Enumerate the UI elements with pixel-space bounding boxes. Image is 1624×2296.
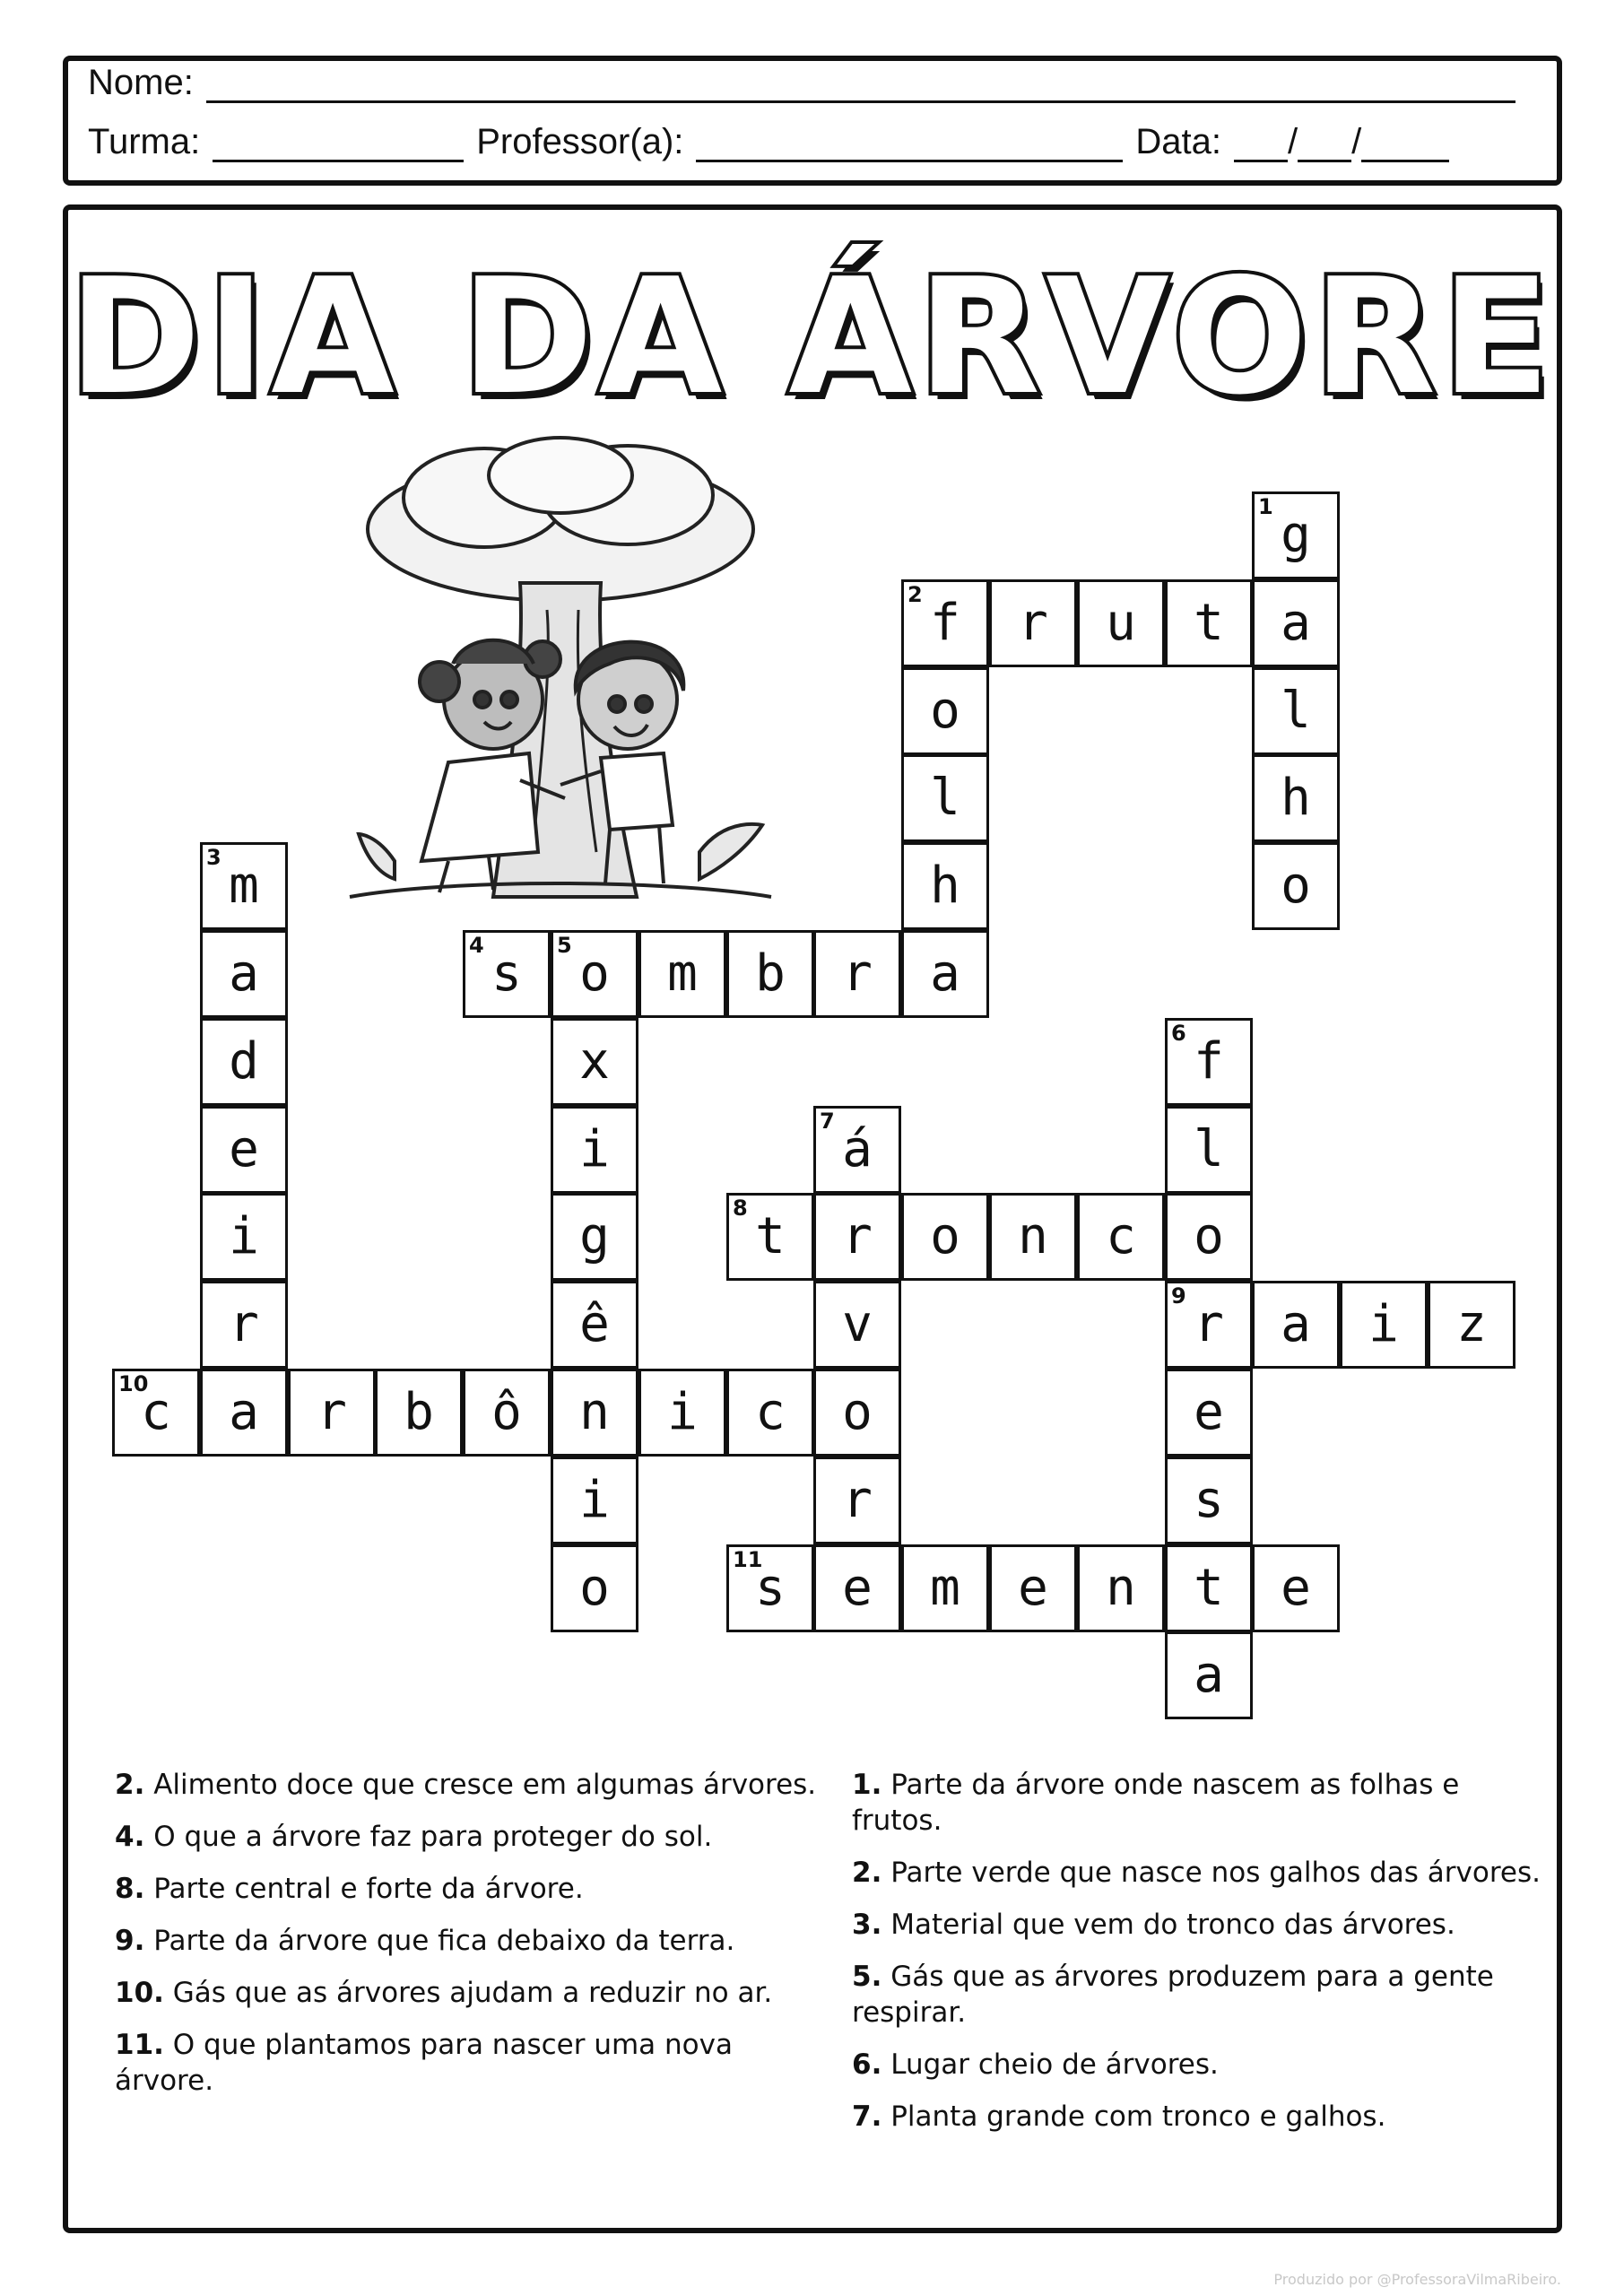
crossword-cell[interactable] (200, 1018, 288, 1106)
cell-letter: a (229, 1383, 259, 1441)
cell-letter: m (667, 944, 698, 1003)
cell-letter: r (229, 1295, 259, 1353)
crossword-cell[interactable] (551, 1106, 638, 1194)
cell-letter: r (842, 1207, 873, 1265)
crossword-cell[interactable] (813, 1369, 901, 1457)
crossword-cell[interactable] (288, 1369, 376, 1457)
cell-letter: e (842, 1559, 873, 1617)
crossword-cell[interactable] (1165, 1281, 1253, 1369)
crossword-cell[interactable] (1165, 1193, 1253, 1281)
cell-letter: r (842, 1471, 873, 1529)
crossword-cell[interactable] (813, 1544, 901, 1632)
cell-letter: ê (579, 1295, 610, 1353)
clue-item: 9. Parte da árvore que fica debaixo da terra. (115, 1925, 735, 1957)
date-separator: / (1287, 122, 1298, 161)
clue-number: 5 (557, 933, 572, 958)
clue-number: 11 (733, 1547, 763, 1572)
cell-letter: i (667, 1383, 698, 1441)
cell-letter: s (1194, 1471, 1224, 1529)
cell-letter: o (930, 682, 960, 740)
cell-letter: b (404, 1383, 434, 1441)
crossword-cell[interactable] (1165, 1457, 1253, 1544)
crossword-cell[interactable] (901, 1193, 989, 1281)
across-clues (115, 1767, 823, 2115)
crossword-cell[interactable] (989, 1193, 1077, 1281)
cell-letter: a (930, 944, 960, 1003)
clue-item: 11. O que plantamos para nascer uma nova árvore. (115, 2029, 733, 2097)
clue-item: 1. Parte da árvore onde nascem as folhas e frutos. (852, 1769, 1460, 1837)
clue-number: 8 (733, 1196, 748, 1221)
tree-children-illustration (341, 430, 780, 906)
cell-letter: e (1194, 1383, 1224, 1441)
cell-letter: g (579, 1207, 610, 1265)
clue-item: 6. Lugar cheio de árvores. (852, 2048, 1219, 2081)
nome-field[interactable] (206, 68, 1515, 103)
crossword-cell[interactable] (813, 1457, 901, 1544)
crossword-cell[interactable] (726, 930, 814, 1018)
crossword-cell[interactable] (638, 1369, 726, 1457)
crossword-cell[interactable] (551, 1369, 638, 1457)
crossword-cell[interactable] (463, 930, 551, 1018)
clue-number: 1 (1258, 494, 1273, 519)
crossword-cell[interactable] (1252, 842, 1340, 930)
crossword-cell[interactable] (901, 667, 989, 755)
crossword-cell[interactable] (638, 930, 726, 1018)
cell-letter: á (842, 1120, 873, 1178)
cell-letter: c (755, 1383, 786, 1441)
cell-letter: r (317, 1383, 347, 1441)
cell-letter: o (1281, 857, 1311, 915)
turma-line (88, 122, 1449, 162)
crossword-cell[interactable] (1165, 579, 1253, 667)
cell-letter: v (842, 1295, 873, 1353)
cell-letter: e (229, 1120, 259, 1178)
cell-letter: h (930, 857, 960, 915)
page-title: DIA DA ÁRVORE (68, 244, 1556, 430)
clue-number: 4 (469, 933, 484, 958)
cell-letter: i (579, 1471, 610, 1529)
cell-letter: o (579, 944, 610, 1003)
down-clues (852, 1767, 1542, 2151)
cell-letter: e (1281, 1559, 1311, 1617)
cell-letter: t (755, 1207, 786, 1265)
cell-letter: z (1456, 1295, 1487, 1353)
crossword-cell[interactable] (1252, 1281, 1340, 1369)
crossword-cell[interactable] (901, 754, 989, 842)
cell-letter: ô (491, 1383, 522, 1441)
crossword-cell[interactable] (1077, 579, 1165, 667)
crossword-cell[interactable] (551, 1193, 638, 1281)
professor-label: Professor(a): (476, 122, 684, 161)
crossword-cell[interactable] (200, 930, 288, 1018)
crossword-cell[interactable] (551, 1281, 638, 1369)
crossword-cell[interactable] (726, 1369, 814, 1457)
cell-letter: a (1194, 1646, 1224, 1704)
crossword-cell[interactable] (1252, 1544, 1340, 1632)
crossword-cell[interactable] (463, 1369, 551, 1457)
clue-item: 2. Parte verde que nasce nos galhos das árvores. (852, 1857, 1541, 1889)
cell-letter: i (579, 1120, 610, 1178)
cell-letter: s (755, 1559, 786, 1617)
clue-item: 2. Alimento doce que cresce em algumas árvores. (115, 1769, 817, 1801)
clue-item: 5. Gás que as árvores produzem para a gente respirar. (852, 1961, 1494, 2029)
crossword-cell[interactable] (1252, 754, 1340, 842)
crossword-cell[interactable] (551, 1457, 638, 1544)
date-separator: / (1351, 122, 1362, 161)
cell-letter: a (1281, 594, 1311, 652)
clue-number: 10 (118, 1371, 149, 1396)
cell-letter: i (229, 1207, 259, 1265)
date-month-field[interactable] (1298, 127, 1351, 162)
cell-letter: n (579, 1383, 610, 1441)
professor-field[interactable] (696, 127, 1123, 162)
cell-letter: i (1368, 1295, 1399, 1353)
crossword-cell[interactable] (1165, 1544, 1253, 1632)
cell-letter: f (930, 594, 960, 652)
crossword-cell[interactable] (813, 930, 901, 1018)
cell-letter: l (1194, 1120, 1224, 1178)
cell-letter: m (229, 857, 259, 915)
crossword-cell[interactable] (1428, 1281, 1515, 1369)
crossword-cell[interactable] (200, 1369, 288, 1457)
cell-letter: o (930, 1207, 960, 1265)
clue-item: 8. Parte central e forte da árvore. (115, 1873, 584, 1905)
cell-letter: n (1106, 1559, 1136, 1617)
footer-credit: Produzido por @ProfessoraVilmaRibeiro. (1273, 2271, 1561, 2288)
crossword-cell[interactable] (1077, 1544, 1165, 1632)
cell-letter: r (1018, 594, 1048, 652)
clue-item: 4. O que a árvore faz para proteger do sol. (115, 1821, 713, 1853)
crossword-cell[interactable] (1252, 491, 1340, 579)
cell-letter: o (842, 1383, 873, 1441)
crossword-cell[interactable] (375, 1369, 463, 1457)
crossword-cell[interactable] (726, 1544, 814, 1632)
cell-letter: r (842, 944, 873, 1003)
cell-letter: b (755, 944, 786, 1003)
cell-letter: t (1194, 594, 1224, 652)
cell-letter: l (930, 769, 960, 827)
crossword-cell[interactable] (1340, 1281, 1428, 1369)
clue-item: 3. Material que vem do tronco das árvores. (852, 1909, 1455, 1941)
turma-field[interactable] (213, 127, 464, 162)
cell-letter: r (1194, 1295, 1224, 1353)
data-label: Data: (1135, 122, 1221, 161)
cell-letter: x (579, 1032, 610, 1091)
cell-letter: s (491, 944, 522, 1003)
clue-item: 7. Planta grande com tronco e galhos. (852, 2100, 1386, 2133)
crossword-cell[interactable] (813, 1193, 901, 1281)
crossword-cell[interactable] (1165, 1369, 1253, 1457)
crossword-cell[interactable] (989, 579, 1077, 667)
cell-letter: n (1018, 1207, 1048, 1265)
clue-number: 6 (1171, 1021, 1186, 1046)
crossword-cell[interactable] (1077, 1193, 1165, 1281)
clue-number: 7 (820, 1109, 835, 1134)
crossword-cell[interactable] (726, 1193, 814, 1281)
crossword-cell[interactable] (1165, 1018, 1253, 1106)
clue-number: 3 (206, 845, 221, 870)
crossword-cell[interactable] (200, 1106, 288, 1194)
crossword-cell[interactable] (200, 1281, 288, 1369)
cell-letter: c (141, 1383, 171, 1441)
crossword-cell[interactable] (901, 579, 989, 667)
crossword-cell[interactable] (551, 1544, 638, 1632)
cell-letter: d (229, 1032, 259, 1091)
cell-letter: a (229, 944, 259, 1003)
cell-letter: a (1281, 1295, 1311, 1353)
crossword-cell[interactable] (112, 1369, 200, 1457)
crossword-cell[interactable] (1165, 1106, 1253, 1194)
crossword-cell[interactable] (200, 842, 288, 930)
cell-letter: h (1281, 769, 1311, 827)
crossword-cell[interactable] (1252, 579, 1340, 667)
crossword-cell[interactable] (813, 1106, 901, 1194)
crossword-cell[interactable] (901, 930, 989, 1018)
crossword-cell[interactable] (813, 1281, 901, 1369)
crossword-cell[interactable] (901, 842, 989, 930)
clue-item: 10. Gás que as árvores ajudam a reduzir no ar. (115, 1977, 773, 2009)
cell-letter: c (1106, 1207, 1136, 1265)
cell-letter: g (1281, 506, 1311, 564)
cell-letter: t (1194, 1559, 1224, 1617)
nome-line (88, 63, 1523, 103)
clue-number: 9 (1171, 1283, 1186, 1309)
clue-number: 2 (908, 582, 923, 607)
cell-letter: f (1194, 1032, 1224, 1091)
cell-letter: o (579, 1559, 610, 1617)
cell-letter: m (930, 1559, 960, 1617)
crossword-cell[interactable] (989, 1544, 1077, 1632)
crossword-cell[interactable] (901, 1544, 989, 1632)
crossword-cell[interactable] (551, 930, 638, 1018)
cell-letter: e (1018, 1559, 1048, 1617)
turma-label: Turma: (88, 122, 201, 161)
crossword-cell[interactable] (1252, 667, 1340, 755)
crossword-cell[interactable] (551, 1018, 638, 1106)
crossword-cell[interactable] (200, 1193, 288, 1281)
nome-label: Nome: (88, 63, 194, 102)
crossword-cell[interactable] (1165, 1631, 1253, 1719)
cell-letter: o (1194, 1207, 1224, 1265)
date-day-field[interactable] (1234, 127, 1288, 162)
date-year-field[interactable] (1361, 127, 1449, 162)
cell-letter: l (1281, 682, 1311, 740)
cell-letter: u (1106, 594, 1136, 652)
